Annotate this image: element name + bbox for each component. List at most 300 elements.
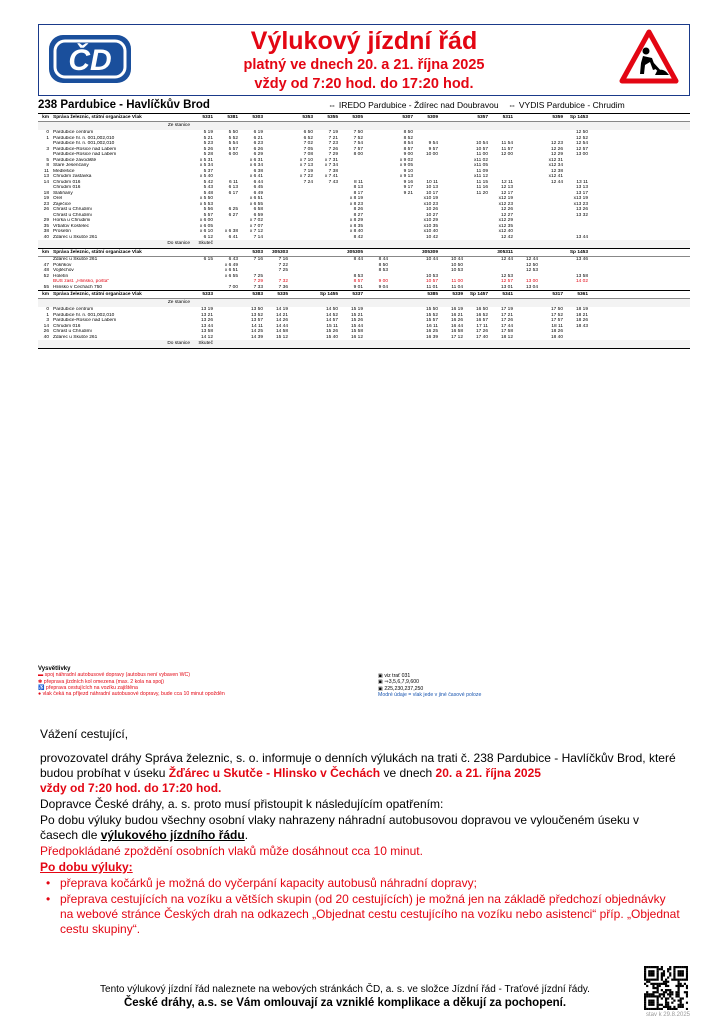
departure-time: 14 11 bbox=[251, 323, 263, 329]
departure-time: 7 00 bbox=[228, 284, 238, 290]
departure-time: 7 57 bbox=[353, 146, 363, 152]
departure-time: 12 54 bbox=[575, 141, 588, 146]
train-number: 5381 bbox=[227, 115, 238, 120]
departure-time: x 6 38 bbox=[224, 229, 238, 234]
station-name: Staré Jesenčany bbox=[53, 163, 89, 168]
departure-time: 14 21 bbox=[275, 312, 288, 318]
departure-time bbox=[190, 285, 215, 291]
station-km: 14 bbox=[43, 323, 49, 329]
footer-apology: České dráhy, a.s. se Vám omlouvají za vzniklé komplikace a děkují za pochopení. bbox=[123, 997, 567, 1009]
departure-time: 12 44 bbox=[550, 179, 563, 185]
notice-para-1: provozovatel dráhy Správa železnic, s. o. informuje o denních výlukách na trati č. 238 Pardubice - Havlíčkův Brod, které budou probíhat v úseku Žďárec u Skutče - Hlinsko v Čechách ve dnech 20. a 21. října 2025 vždy od 7:20 hod. do 17:20 hod. bbox=[40, 751, 676, 795]
departure-time: 6 49 bbox=[253, 190, 263, 196]
vydis-link: ⇔ VYDIS Pardubice - Chrudim bbox=[508, 100, 625, 110]
train-number bbox=[365, 114, 390, 121]
departure-time: x 5 50 bbox=[199, 196, 213, 201]
departure-time: 7 14 bbox=[253, 234, 263, 240]
departure-time: 16 12 bbox=[350, 334, 363, 340]
departure-time: x10 23 bbox=[423, 201, 438, 207]
departure-time: 11 00 bbox=[476, 152, 488, 157]
direction-row bbox=[38, 122, 690, 130]
legend-item: ● vlak čeká na příjezd náhradní autobusové dopravy, bude cca 10 minut opožděn bbox=[38, 691, 225, 698]
departure-time: 17 19 bbox=[500, 307, 513, 312]
departure-time: 11 01 bbox=[426, 284, 438, 290]
departure-time bbox=[540, 235, 565, 241]
train-number: 5307 bbox=[402, 115, 413, 120]
legend-item: ♿ přeprava cestujících na vozíku zajištěna bbox=[38, 684, 138, 691]
departure-time: x12 35 bbox=[498, 223, 513, 229]
departure-time: x 6 05 bbox=[199, 223, 213, 229]
date-stamp: stav k 29.8.2025 bbox=[645, 1012, 690, 1018]
departure-time: x 5 40 bbox=[199, 174, 213, 179]
station-km: 38 bbox=[43, 229, 49, 234]
departure-time: 5 21 bbox=[203, 135, 213, 141]
departure-time: 12 27 bbox=[500, 212, 513, 218]
departure-time bbox=[390, 235, 415, 241]
departure-time: x12 41 bbox=[548, 174, 563, 179]
departure-time: 7 52 bbox=[353, 135, 363, 141]
departure-time: 10 50 bbox=[450, 262, 463, 268]
title-block bbox=[139, 27, 589, 94]
header-box bbox=[38, 24, 690, 96]
departure-time: 10 13 bbox=[425, 185, 438, 190]
station-km: 1 bbox=[46, 312, 49, 318]
route-extra bbox=[328, 100, 625, 110]
departure-time: 12 57 bbox=[500, 279, 513, 284]
departure-time: 12 13 bbox=[500, 185, 513, 190]
departure-time: 13 57 bbox=[250, 318, 263, 323]
departure-time: 6 12 bbox=[203, 234, 213, 240]
departure-time: 7 19 bbox=[303, 168, 313, 174]
departure-time: 12 11 bbox=[501, 179, 513, 185]
logo-text: ČD bbox=[68, 44, 112, 77]
iredo-link: ⇔ IREDO Pardubice - Ždírec nad Doubravou bbox=[328, 100, 499, 110]
departure-time: 7 32 bbox=[278, 279, 288, 284]
departure-time: 6 38 bbox=[253, 168, 263, 174]
departure-time: 15 57 bbox=[425, 318, 438, 323]
departure-time: 17 58 bbox=[500, 329, 513, 334]
departure-time: 13 00 bbox=[575, 152, 588, 157]
departure-time bbox=[390, 285, 415, 291]
departure-time: x 6 55 bbox=[249, 201, 263, 207]
departure-time bbox=[215, 335, 240, 341]
train-number bbox=[290, 249, 315, 256]
departure-time: 10 27 bbox=[425, 212, 438, 218]
departure-time: 8 50 bbox=[403, 130, 413, 135]
departure-time: 10 54 bbox=[475, 141, 488, 146]
station-name: Slatiňany bbox=[53, 190, 73, 196]
station-km: 47 bbox=[43, 262, 49, 268]
departure-time: x13 23 bbox=[573, 201, 588, 207]
departure-time: x 7 22 bbox=[299, 174, 313, 179]
departure-time: 14 57 bbox=[325, 318, 338, 323]
departure-time: 18 43 bbox=[575, 323, 588, 329]
station-name: Hlinsko v Čechách 750 bbox=[53, 284, 103, 290]
departure-time bbox=[315, 285, 340, 291]
departure-time: 6 59 bbox=[253, 212, 263, 218]
departure-time: 15 52 bbox=[425, 312, 438, 318]
departure-time: 9 57 bbox=[428, 146, 438, 152]
departure-time: 8 54 bbox=[403, 141, 413, 146]
legend-right-item: ▣ 225,230,237,250 bbox=[378, 685, 424, 692]
station-km: 23 bbox=[43, 201, 49, 207]
departure-time: x 7 13 bbox=[299, 163, 313, 168]
departure-time: x11 12 bbox=[473, 174, 488, 179]
departure-time: x10 19 bbox=[423, 196, 438, 201]
departure-time: x 8 35 bbox=[349, 223, 363, 229]
train-number bbox=[515, 249, 540, 256]
departure-time: 6 15 bbox=[203, 257, 213, 262]
departure-time: 5 52 bbox=[228, 135, 238, 141]
departure-time: 18 12 bbox=[500, 334, 513, 340]
legend-right-item: ▣ ⇒3,5,6,7,9,600 bbox=[378, 679, 419, 686]
departure-time: 18 40 bbox=[550, 334, 563, 340]
departure-time: 5 54 bbox=[228, 141, 238, 146]
bullet-list bbox=[40, 876, 680, 937]
departure-time: 7 21 bbox=[328, 135, 338, 141]
departure-time: 8 26 bbox=[353, 207, 363, 212]
timetable-block bbox=[38, 249, 690, 291]
station-name: Chrudim 016 bbox=[53, 185, 81, 190]
direction-label: Ze stanice bbox=[167, 123, 190, 128]
direction-label: Ze stanice bbox=[167, 300, 190, 305]
departure-time: 15 40 bbox=[325, 334, 338, 340]
departure-time: 16 21 bbox=[450, 312, 463, 318]
departure-time: 8 44 bbox=[378, 257, 388, 262]
train-number: 5305 bbox=[352, 115, 363, 120]
legend-item: ✽ přeprava jízdních kol omezena (max. 2 kola na spoj) bbox=[38, 678, 165, 685]
departure-time: 14 52 bbox=[325, 312, 338, 318]
departure-time: 5 50 bbox=[228, 130, 238, 135]
station-name: Pardubice hl. n. 001,002,010 bbox=[53, 141, 115, 146]
departure-time: 12 00 bbox=[500, 152, 513, 157]
departure-time: x 6 51 bbox=[249, 196, 263, 201]
bullet-wheelchair: • přeprava cestujících na vozíku a větších skupin (od 20 cestujících) je možná jen na základě předchozí objednávky na webové stránce Českých drah na odkazech „Objednat cestu cestujícího na vozíku nebo asistenci“ příp. „Objednat cestu skupiny“. bbox=[40, 892, 680, 937]
train-number: 305309 bbox=[421, 250, 438, 255]
departure-time: 6 00 bbox=[228, 152, 238, 157]
departure-time: 10 00 bbox=[425, 152, 438, 157]
station-name: Pardubice hl. n. 001,002,010 bbox=[53, 312, 115, 318]
destination-row bbox=[38, 340, 690, 348]
departure-time: 13 17 bbox=[575, 190, 588, 196]
train-number: 5383 bbox=[252, 292, 263, 297]
departure-time bbox=[265, 235, 290, 241]
departure-time: 7 05 bbox=[303, 146, 313, 152]
departure-time: 7 16 bbox=[253, 257, 263, 262]
station-km: 29 bbox=[43, 218, 49, 223]
route-name: 238 Pardubice - Havlíčkův Brod bbox=[38, 99, 210, 111]
departure-time: 7 29 bbox=[328, 152, 338, 157]
cd-logo bbox=[47, 33, 133, 85]
departure-time: 6 50 bbox=[303, 130, 313, 135]
station-km: 8 bbox=[46, 163, 49, 168]
legend-right bbox=[378, 673, 638, 698]
station-name: Horka u Chrudimi bbox=[53, 218, 91, 223]
departure-time: 10 53 bbox=[450, 268, 463, 273]
departure-time: 15 58 bbox=[350, 329, 363, 334]
departure-time: 13 01 bbox=[500, 284, 513, 290]
train-number: Sp 1455 bbox=[319, 292, 338, 297]
legend bbox=[38, 666, 690, 706]
train-number bbox=[365, 291, 390, 298]
departure-time: 8 53 bbox=[378, 268, 388, 273]
train-number bbox=[315, 249, 340, 256]
departure-time: 11 16 bbox=[476, 185, 488, 190]
departure-time: x 6 51 bbox=[224, 268, 238, 273]
departure-time: 5 43 bbox=[203, 185, 213, 190]
timetable-block bbox=[38, 291, 690, 349]
train-number: Sp 1453 bbox=[569, 250, 588, 255]
train-number: 305311 bbox=[497, 250, 513, 255]
departure-time: 8 00 bbox=[353, 152, 363, 157]
departure-time: 7 08 bbox=[303, 152, 313, 157]
departure-time bbox=[365, 235, 390, 241]
departure-time: 6 19 bbox=[253, 130, 263, 135]
departure-time: 9 04 bbox=[378, 284, 388, 290]
train-number bbox=[390, 291, 415, 298]
train-number: 5333 bbox=[202, 292, 213, 297]
departure-time: x12 31 bbox=[548, 157, 563, 163]
departure-time: 8 27 bbox=[353, 212, 363, 218]
train-number bbox=[440, 114, 465, 121]
departure-time: 16 50 bbox=[475, 307, 488, 312]
departure-time: 14 12 bbox=[200, 334, 213, 340]
departure-time: x 6 00 bbox=[199, 218, 213, 223]
departure-time bbox=[565, 335, 590, 341]
departure-time: 13 58 bbox=[575, 273, 588, 279]
departure-time: 7 43 bbox=[328, 179, 338, 185]
station-km: 3 bbox=[46, 318, 49, 323]
qr-code-icon[interactable] bbox=[644, 966, 688, 1010]
departure-time: 10 44 bbox=[425, 257, 438, 262]
departure-time: x12 29 bbox=[498, 218, 513, 223]
departure-time: x 7 34 bbox=[324, 163, 338, 168]
departure-time: 12 29 bbox=[550, 152, 563, 157]
departure-time: x10 40 bbox=[423, 229, 438, 234]
departure-time: 11 15 bbox=[476, 179, 488, 185]
departure-time: 7 25 bbox=[253, 273, 263, 279]
departure-time: 6 29 bbox=[253, 152, 263, 157]
departure-time: 13 04 bbox=[525, 284, 538, 290]
legend-left bbox=[38, 666, 368, 697]
departure-time: 13 52 bbox=[250, 312, 263, 318]
departure-time: 7 33 bbox=[253, 284, 263, 290]
train-number: Sp 1457 bbox=[469, 292, 488, 297]
departure-time: 6 45 bbox=[253, 185, 263, 190]
departure-time: x 7 10 bbox=[299, 157, 313, 163]
departure-time: 16 44 bbox=[450, 323, 463, 329]
destination-row bbox=[38, 240, 690, 248]
departure-time: 9 00 bbox=[403, 152, 413, 157]
departure-time: 14 25 bbox=[250, 329, 263, 334]
train-number: 5317 bbox=[552, 292, 563, 297]
departure-time: x 5 31 bbox=[199, 157, 213, 163]
departure-time: 6 11 bbox=[229, 179, 238, 185]
departure-time: 6 13 bbox=[228, 185, 238, 190]
departure-time: 7 29 bbox=[253, 279, 263, 284]
destination-label: Do stanice bbox=[167, 241, 190, 246]
departure-time: 14 50 bbox=[325, 307, 338, 312]
departure-time: 13 21 bbox=[200, 312, 213, 318]
departure-time bbox=[465, 285, 490, 291]
departure-time: 5 19 bbox=[203, 130, 213, 135]
station-name: Vrbatův Kostelec bbox=[53, 223, 90, 229]
departure-time: 7 25 bbox=[278, 268, 288, 273]
departure-time: x 6 41 bbox=[249, 174, 263, 179]
station-name: Chrast u Chrudimi bbox=[53, 212, 92, 218]
departure-time: 6 43 bbox=[228, 257, 238, 262]
station-km: 0 bbox=[46, 307, 49, 312]
departure-time: 15 12 bbox=[275, 334, 288, 340]
departure-time: x 7 31 bbox=[324, 157, 338, 163]
departure-time: 15 26 bbox=[350, 318, 363, 323]
departure-time: x 7 12 bbox=[249, 229, 263, 234]
notice-para-2: Dopravce České dráhy, a. s. proto musí přistoupit k následujícím opatřením: bbox=[40, 797, 444, 811]
departure-time: 18 19 bbox=[575, 307, 588, 312]
departure-time: 13 13 bbox=[575, 185, 588, 190]
station-name: Ždárec u Skutče 261 bbox=[53, 334, 98, 340]
train-number bbox=[540, 249, 565, 256]
station-km: 18 bbox=[43, 190, 49, 196]
departure-time: x 6 10 bbox=[199, 229, 213, 234]
station-km: 52 bbox=[43, 273, 49, 279]
departure-time: 12 57 bbox=[575, 146, 588, 152]
departure-time: 7 54 bbox=[353, 141, 363, 146]
train-number: 5303 bbox=[252, 115, 263, 120]
departure-time: x 8 19 bbox=[349, 196, 363, 201]
departure-time: x10 29 bbox=[423, 218, 438, 223]
legend-right-item: ▣ viz trať 031 bbox=[378, 673, 411, 679]
departure-time: 6 58 bbox=[253, 207, 263, 212]
departure-time: 12 53 bbox=[525, 268, 538, 273]
train-number bbox=[215, 291, 240, 298]
departure-time: 10 53 bbox=[425, 273, 438, 279]
train-number: 5361 bbox=[577, 292, 588, 297]
departure-time: x 9 05 bbox=[399, 163, 413, 168]
departure-time: 5 26 bbox=[203, 146, 213, 152]
departure-time bbox=[515, 235, 540, 241]
departure-time: 18 21 bbox=[575, 312, 588, 318]
station-name: Pardubice-Rosice nad Labem bbox=[53, 146, 117, 152]
col-station-header: Správa železnic, státní organizace Vlak bbox=[53, 292, 142, 297]
departure-time: 8 50 bbox=[378, 262, 388, 268]
route-line bbox=[38, 99, 690, 112]
departure-time: x 7 07 bbox=[249, 223, 263, 229]
departure-time: x 6 34 bbox=[249, 163, 263, 168]
timetable-link[interactable]: výlukového jízdního řádu bbox=[100, 828, 245, 842]
departure-time: 7 36 bbox=[278, 284, 288, 290]
departure-time: 15 21 bbox=[350, 312, 363, 318]
station-km: 35 bbox=[43, 223, 49, 229]
departure-time: 14 26 bbox=[275, 318, 288, 323]
station-name: Pardubice centrum bbox=[53, 130, 94, 135]
departure-time: x10 35 bbox=[423, 223, 438, 229]
departure-time: 10 57 bbox=[475, 146, 488, 152]
departure-time: 6 17 bbox=[228, 190, 238, 196]
departure-time: 5 57 bbox=[228, 146, 238, 152]
direction-row bbox=[38, 299, 690, 307]
train-number: 5331 bbox=[202, 115, 213, 120]
train-number: 5337 bbox=[352, 292, 363, 297]
departure-time: 10 57 bbox=[425, 279, 438, 284]
train-number bbox=[365, 249, 390, 256]
departure-time: 8 57 bbox=[353, 279, 363, 284]
departure-time: 8 44 bbox=[353, 257, 363, 262]
legend-title: Vysvětlivky bbox=[38, 666, 71, 672]
departure-time: x13 19 bbox=[573, 196, 588, 201]
departure-time: 16 58 bbox=[450, 329, 463, 334]
departure-time: 16 57 bbox=[475, 318, 488, 323]
departure-time: 6 25 bbox=[228, 207, 238, 212]
train-number bbox=[440, 249, 465, 256]
station-name: Pardubice hl. n. 001,002,010 bbox=[53, 135, 115, 141]
departure-time: 10 26 bbox=[425, 207, 438, 212]
departure-time: 11 04 bbox=[451, 284, 463, 290]
departure-time: 9 16 bbox=[403, 179, 413, 185]
col-station-header: Správa železnic, státní organizace Vlak bbox=[53, 115, 142, 120]
departure-time: 15 19 bbox=[350, 307, 363, 312]
departure-time: 16 52 bbox=[475, 312, 488, 318]
station-row bbox=[38, 285, 690, 291]
destination-station: Skuteč bbox=[198, 241, 213, 246]
departure-time: 12 44 bbox=[525, 257, 538, 262]
departure-time bbox=[315, 235, 340, 241]
departure-time: 5 57 bbox=[203, 212, 213, 218]
departure-time: 8 17 bbox=[353, 190, 363, 196]
train-number bbox=[390, 249, 415, 256]
station-name: Pardubice-Rosice nad Labem bbox=[53, 152, 117, 157]
departure-time: x 8 40 bbox=[349, 229, 363, 234]
departure-time: 17 40 bbox=[475, 334, 488, 340]
departure-time: x 8 29 bbox=[349, 218, 363, 223]
station-name: Chrast u Chrudimi bbox=[53, 207, 92, 212]
departure-time: 17 57 bbox=[550, 318, 563, 323]
station-name: Pardubice-Rosice nad Labem bbox=[53, 318, 117, 323]
departure-time: x 9 02 bbox=[399, 157, 413, 163]
departure-time: 18 26 bbox=[550, 329, 563, 334]
time-range-text: vždy od 7:20 hod. do 17:20 hod. bbox=[254, 76, 474, 92]
departure-time: 5 42 bbox=[203, 179, 213, 185]
departure-time: 13 46 bbox=[575, 257, 588, 262]
train-number: 5339 bbox=[452, 292, 463, 297]
departure-time: 14 02 bbox=[575, 279, 588, 284]
bullet-strollers: • přeprava kočárků je možná do vyčerpání kapacity autobusů náhradní dopravy; bbox=[40, 876, 680, 891]
departure-time: 12 23 bbox=[550, 141, 563, 146]
departure-time: 10 11 bbox=[426, 179, 438, 185]
station-km: 3 bbox=[46, 146, 49, 152]
station-name: Prosetín bbox=[53, 229, 71, 234]
departure-time: 5 28 bbox=[203, 152, 213, 157]
departure-time: 15 50 bbox=[425, 307, 438, 312]
departure-time: 13 19 bbox=[200, 307, 213, 312]
departure-time: 10 17 bbox=[425, 190, 438, 196]
col-km-header: km bbox=[42, 292, 49, 297]
departure-time: 5 56 bbox=[203, 207, 213, 212]
train-number: 5353 bbox=[302, 115, 313, 120]
departure-time: 11 09 bbox=[476, 168, 488, 174]
destination-label: Do stanice bbox=[167, 341, 190, 346]
train-number bbox=[515, 114, 540, 121]
departure-time: x12 19 bbox=[498, 196, 513, 201]
col-station-header: Správa železnic, státní organizace Vlak bbox=[53, 250, 142, 255]
departure-time: 12 38 bbox=[550, 168, 563, 174]
departure-time: x 7 02 bbox=[249, 218, 263, 223]
departure-time: 10 42 bbox=[425, 234, 438, 240]
departure-time: 14 44 bbox=[275, 323, 288, 329]
departure-time bbox=[565, 285, 590, 291]
station-name: Ždárec u Skutče 261 bbox=[53, 234, 98, 240]
train-number bbox=[190, 249, 215, 256]
